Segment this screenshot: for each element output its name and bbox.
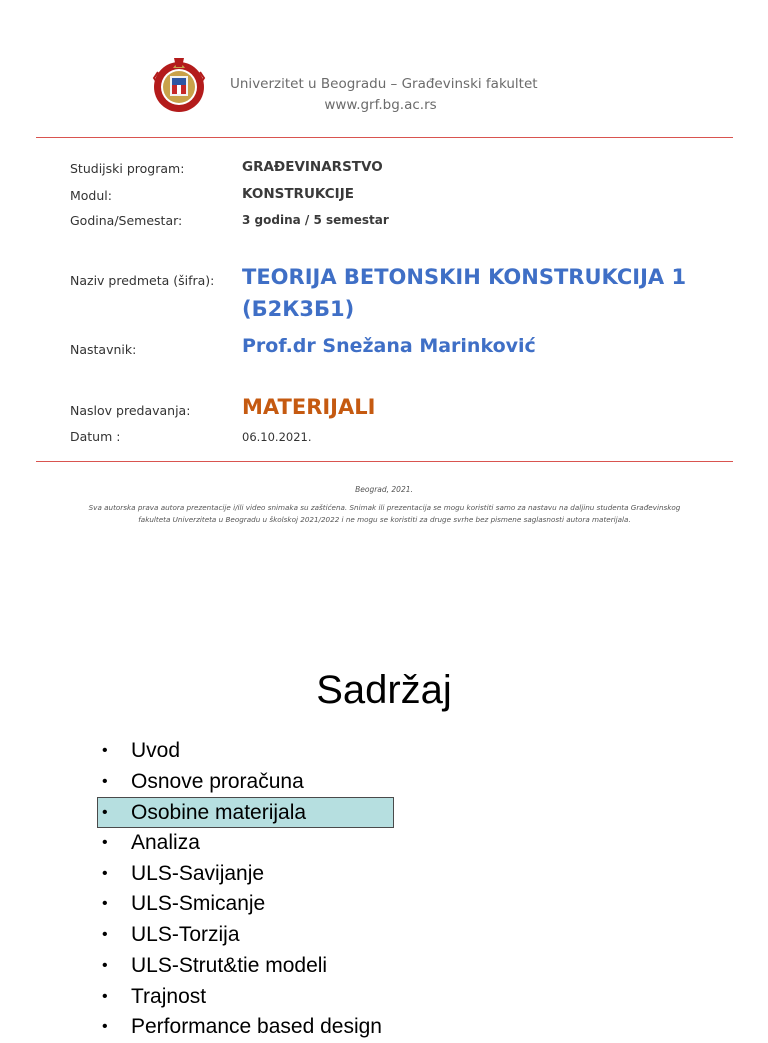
list-item-label: ULS-Torzija	[131, 923, 240, 947]
list-item	[97, 951, 394, 982]
program-label: Studijski program:	[70, 161, 185, 176]
university-name: Univerzitet u Beogradu – Građevinski fakultet	[230, 76, 538, 92]
list-item-label: Osnove proračuna	[131, 769, 304, 793]
bottom-divider	[36, 461, 733, 462]
module-value: KONSTRUKCIJE	[242, 186, 354, 202]
list-item-current	[97, 797, 394, 828]
list-item-label: ULS-Smicanje	[131, 892, 266, 916]
bullet-icon: •	[102, 772, 108, 790]
course-code: (Б2К3Б1)	[242, 297, 355, 321]
list-item-label: Performance based design	[131, 1015, 382, 1039]
bullet-icon: •	[102, 864, 108, 882]
list-item	[97, 920, 394, 951]
university-seal-logo	[150, 54, 208, 118]
list-item-label: Analiza	[131, 831, 200, 855]
bullet-icon: •	[102, 956, 108, 974]
date-value: 06.10.2021.	[242, 430, 312, 444]
top-divider	[36, 137, 733, 138]
copyright-line-2: fakulteta Univerziteta u Beogradu u školskoj 2021/2022 i ne mogu se koristiti za druge svrhe bez pismene saglasnosti autora materijala.	[138, 515, 631, 524]
course-label: Naziv predmeta (šifra):	[70, 273, 215, 288]
lecture-title: MATERIJALI	[242, 395, 376, 419]
copyright-notice	[36, 502, 733, 526]
list-item	[97, 828, 394, 859]
list-item-label: ULS-Savijanje	[131, 861, 265, 885]
date-label: Datum :	[70, 429, 121, 444]
list-item	[97, 859, 394, 890]
contents-title: Sadržaj	[316, 668, 452, 712]
bullet-icon: •	[102, 926, 108, 944]
bullet-icon: •	[102, 987, 108, 1005]
bullet-icon: •	[102, 895, 108, 913]
bullet-icon: •	[102, 804, 108, 822]
lecture-label: Naslov predavanja:	[70, 403, 191, 418]
list-item-label: Trajnost	[131, 984, 207, 1008]
year-value: 3 godina / 5 semestar	[242, 213, 389, 227]
program-value: GRAĐEVINARSTVO	[242, 159, 383, 175]
list-item	[97, 736, 394, 767]
copyright-line-1: Sva autorska prava autora prezentacije i/ili video snimaka su zaštićena. Snimak ili prezentacija se mogu koristiti samo za nastavu na daljinu studenta Građevinskog	[88, 503, 681, 512]
list-item	[97, 1012, 394, 1043]
module-label: Modul:	[70, 188, 112, 203]
course-title	[242, 261, 686, 325]
bullet-icon: •	[102, 834, 108, 852]
contents-list	[97, 736, 394, 1043]
list-item-label: ULS-Strut&tie modeli	[131, 953, 328, 977]
course-title-line1: TEORIJA BETONSKIH KONSTRUKCIJA 1	[242, 265, 687, 289]
list-item-label: Uvod	[131, 739, 181, 762]
list-item-label: Osobine materijala	[131, 801, 307, 825]
list-item	[97, 767, 394, 798]
list-item	[97, 889, 394, 920]
bullet-icon: •	[102, 1018, 108, 1036]
teacher-name: Prof.dr Snežana Marinković	[242, 335, 536, 357]
bullet-icon: •	[102, 742, 108, 759]
university-website[interactable]: www.grf.bg.ac.rs	[324, 97, 437, 113]
place-and-year: Beograd, 2021.	[355, 485, 413, 494]
list-item	[97, 982, 394, 1013]
year-label: Godina/Semestar:	[70, 213, 183, 228]
teacher-label: Nastavnik:	[70, 342, 137, 357]
